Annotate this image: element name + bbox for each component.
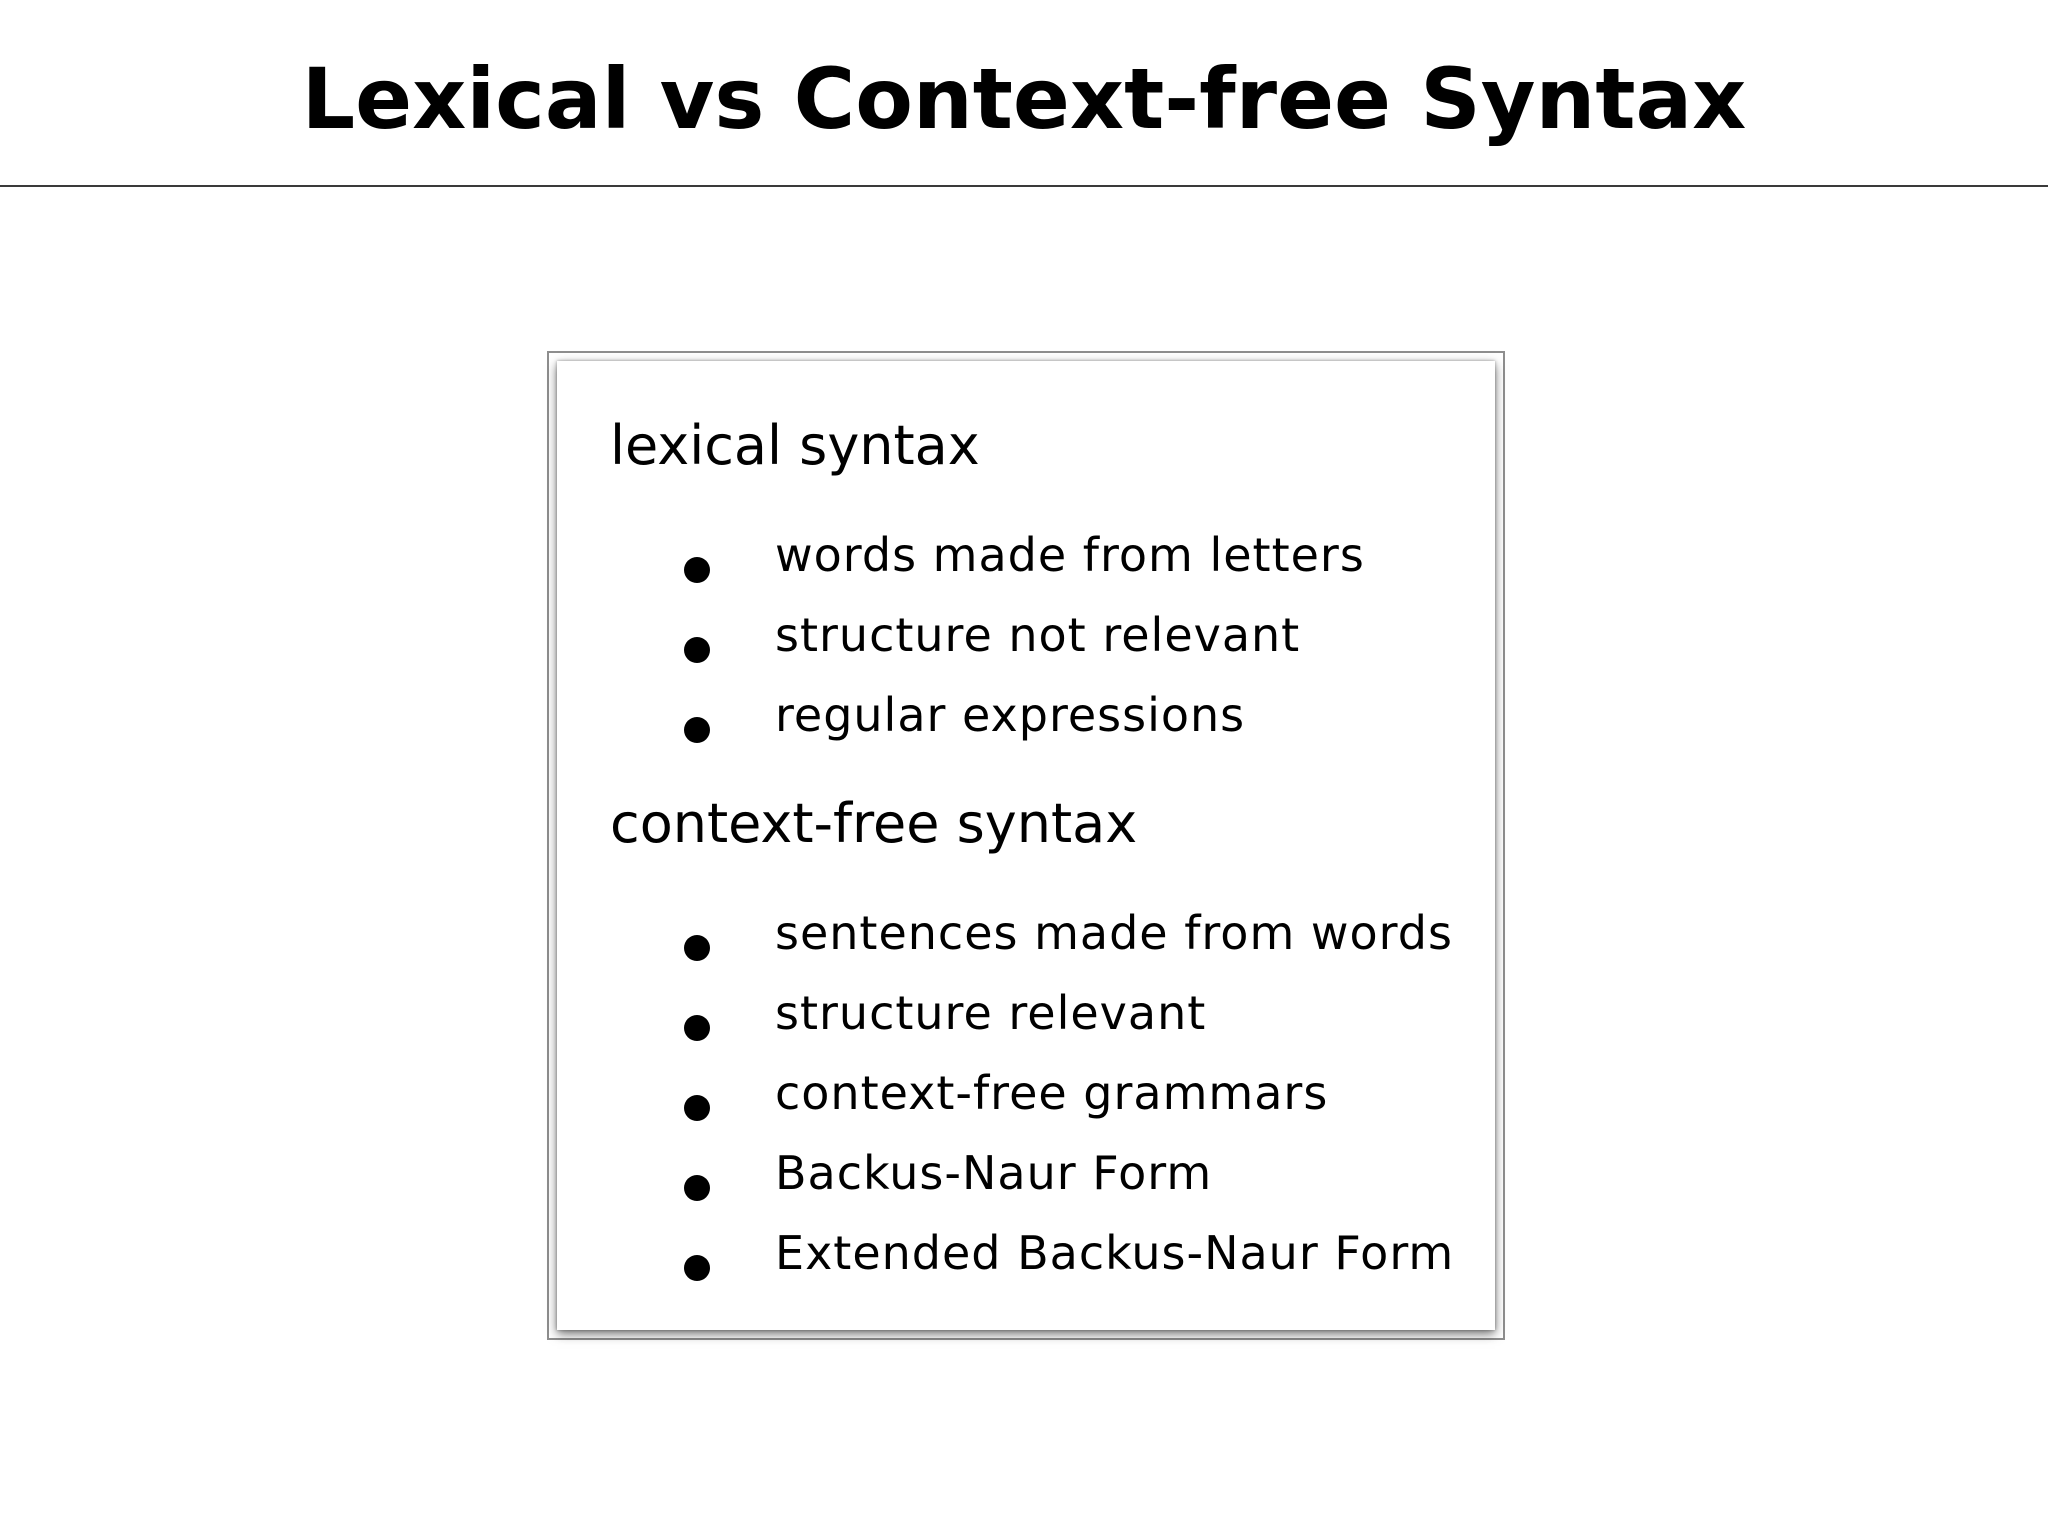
bullet-text: words made from letters — [775, 528, 1365, 582]
bullet-text: structure relevant — [775, 986, 1207, 1040]
bullet-icon — [684, 1095, 710, 1121]
title-divider — [0, 185, 2048, 187]
section-heading-context-free: context-free syntax — [610, 792, 1138, 855]
bullet-text: regular expressions — [775, 688, 1246, 742]
bullet-icon — [684, 935, 710, 961]
bullet-icon — [684, 1015, 710, 1041]
bullet-icon — [684, 1255, 710, 1281]
bullet-text: Extended Backus-Naur Form — [775, 1226, 1455, 1280]
bullet-icon — [684, 637, 710, 663]
bullet-icon — [684, 717, 710, 743]
section-heading-lexical: lexical syntax — [610, 414, 980, 477]
bullet-text: structure not relevant — [775, 608, 1301, 662]
bullet-icon — [684, 557, 710, 583]
bullet-text: sentences made from words — [775, 906, 1453, 960]
slide-title: Lexical vs Context-free Syntax — [301, 50, 1747, 148]
bullet-text: Backus-Naur Form — [775, 1146, 1213, 1200]
bullet-text: context-free grammars — [775, 1066, 1329, 1120]
bullet-icon — [684, 1175, 710, 1201]
